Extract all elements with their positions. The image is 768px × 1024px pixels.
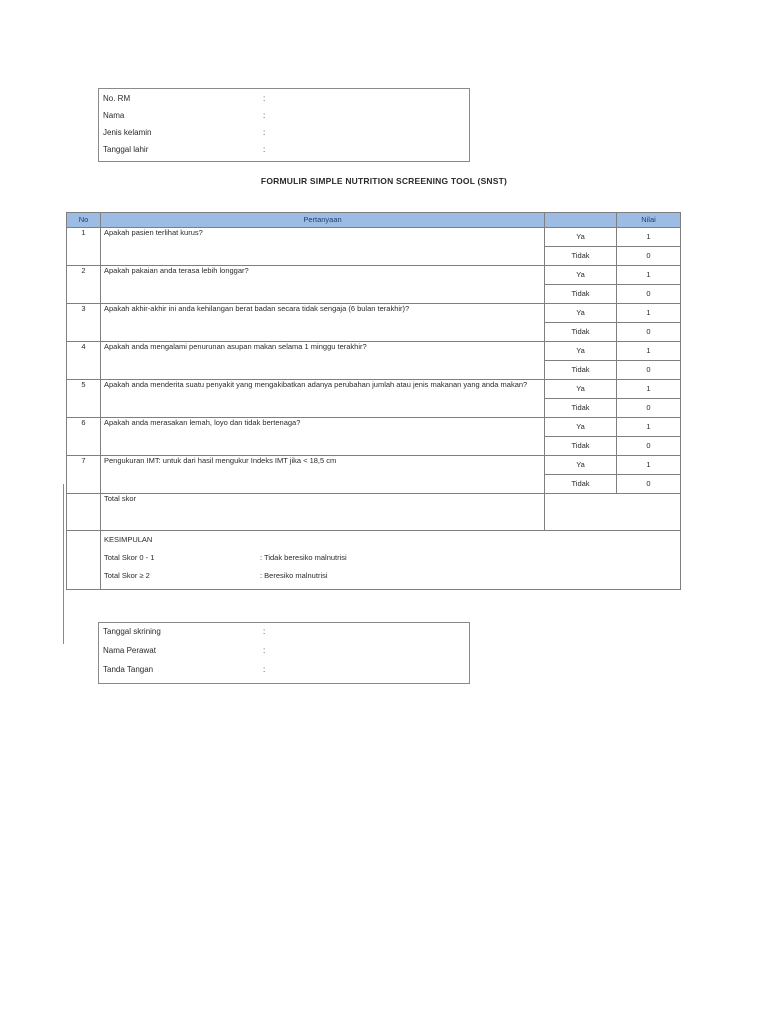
question-text: Pengukuran IMT: untuk dari hasil mengukur Indeks IMT jika < 18,5 cm bbox=[101, 456, 545, 494]
option-label: Tidak bbox=[545, 437, 617, 456]
option-score: 0 bbox=[617, 285, 681, 304]
option-score: 0 bbox=[617, 475, 681, 494]
form-title: FORMULIR SIMPLE NUTRITION SCREENING TOOL (SNST) bbox=[260, 176, 508, 186]
footer-colon: : bbox=[263, 627, 266, 636]
option-score: 1 bbox=[617, 456, 681, 475]
identity-row-name bbox=[103, 108, 266, 124]
option-label: Tidak bbox=[545, 247, 617, 266]
interpretation-cell bbox=[101, 531, 681, 590]
option-label: Tidak bbox=[545, 285, 617, 304]
total-score-label: Total skor bbox=[101, 494, 545, 531]
question-number: 5 bbox=[67, 380, 101, 418]
option-score: 1 bbox=[617, 342, 681, 361]
table-row bbox=[67, 456, 681, 475]
table-row bbox=[67, 418, 681, 437]
question-text: Apakah anda merasakan lemah, loyo dan tidak bertenaga? bbox=[101, 418, 545, 456]
footer-row-date bbox=[103, 624, 266, 640]
question-number: 3 bbox=[67, 304, 101, 342]
option-score: 0 bbox=[617, 399, 681, 418]
screening-footer-box bbox=[98, 622, 470, 684]
interpretation-condition: Total Skor ≥ 2 bbox=[104, 571, 150, 580]
table-row bbox=[67, 228, 681, 247]
footer-colon: : bbox=[263, 665, 266, 674]
option-score: 0 bbox=[617, 437, 681, 456]
interpretation-condition: Total Skor 0 - 1 bbox=[104, 553, 155, 562]
option-label: Tidak bbox=[545, 323, 617, 342]
option-label: Ya bbox=[545, 418, 617, 437]
snst-table bbox=[66, 212, 681, 590]
question-text: Apakah pakaian anda terasa lebih longgar? bbox=[101, 266, 545, 304]
question-text: Apakah anda menderita suatu penyakit yang mengakibatkan adanya perubahan jumlah atau jenis makanan yang anda makan? bbox=[101, 380, 545, 418]
table-row bbox=[67, 266, 681, 285]
table-row bbox=[67, 342, 681, 361]
header-option bbox=[545, 213, 617, 228]
footer-label: Tanggal skrining bbox=[103, 627, 161, 636]
total-score-value bbox=[545, 494, 681, 531]
interpretation-result: : Beresiko malnutrisi bbox=[260, 571, 328, 580]
question-number: 1 bbox=[67, 228, 101, 266]
option-score: 1 bbox=[617, 304, 681, 323]
question-text: Apakah anda mengalami penurunan asupan makan selama 1 minggu terakhir? bbox=[101, 342, 545, 380]
option-label: Tidak bbox=[545, 475, 617, 494]
option-score: 1 bbox=[617, 266, 681, 285]
identity-colon: : bbox=[263, 94, 266, 103]
option-score: 0 bbox=[617, 323, 681, 342]
question-text: Apakah pasien terlihat kurus? bbox=[101, 228, 545, 266]
patient-identity-box bbox=[98, 88, 470, 162]
footer-colon: : bbox=[263, 646, 266, 655]
question-number: 2 bbox=[67, 266, 101, 304]
option-score: 1 bbox=[617, 228, 681, 247]
option-score: 0 bbox=[617, 361, 681, 380]
interpretation-line bbox=[104, 567, 677, 585]
footer-label: Tanda Tangan bbox=[103, 665, 154, 674]
option-label: Tidak bbox=[545, 361, 617, 380]
interpretation-spacer bbox=[67, 531, 101, 590]
option-label: Ya bbox=[545, 304, 617, 323]
identity-row-gender bbox=[103, 125, 266, 141]
footer-row-signature bbox=[103, 662, 266, 678]
option-score: 0 bbox=[617, 247, 681, 266]
option-label: Ya bbox=[545, 342, 617, 361]
total-spacer bbox=[67, 494, 101, 531]
identity-label: No. RM bbox=[103, 94, 131, 103]
option-score: 1 bbox=[617, 380, 681, 399]
identity-label: Nama bbox=[103, 111, 125, 120]
table-row bbox=[67, 304, 681, 323]
option-label: Ya bbox=[545, 266, 617, 285]
interpretation-line bbox=[104, 549, 677, 567]
question-number: 4 bbox=[67, 342, 101, 380]
interpretation-row bbox=[67, 531, 681, 590]
footer-label: Nama Perawat bbox=[103, 646, 156, 655]
identity-colon: : bbox=[263, 111, 266, 120]
option-label: Ya bbox=[545, 456, 617, 475]
interpretation-result: : Tidak beresiko malnutrisi bbox=[260, 553, 347, 562]
header-score: Nilai bbox=[617, 213, 681, 228]
total-row bbox=[67, 494, 681, 531]
interpretation-heading: KESIMPULAN bbox=[104, 535, 153, 544]
question-number: 7 bbox=[67, 456, 101, 494]
identity-colon: : bbox=[263, 128, 266, 137]
question-number: 6 bbox=[67, 418, 101, 456]
question-text: Apakah akhir-akhir ini anda kehilangan berat badan secara tidak sengaja (6 bulan terakhir)? bbox=[101, 304, 545, 342]
header-no: No bbox=[67, 213, 101, 228]
table-header-row bbox=[67, 213, 681, 228]
identity-colon: : bbox=[263, 145, 266, 154]
option-label: Ya bbox=[545, 228, 617, 247]
footer-row-nurse bbox=[103, 643, 266, 659]
option-label: Tidak bbox=[545, 399, 617, 418]
table-row bbox=[67, 380, 681, 399]
identity-row-rm bbox=[103, 91, 266, 107]
identity-label: Jenis kelamin bbox=[103, 128, 152, 137]
identity-label: Tanggal lahir bbox=[103, 145, 149, 154]
header-question: Pertanyaan bbox=[101, 213, 545, 228]
identity-row-birthdate bbox=[103, 142, 266, 158]
option-label: Ya bbox=[545, 380, 617, 399]
option-score: 1 bbox=[617, 418, 681, 437]
